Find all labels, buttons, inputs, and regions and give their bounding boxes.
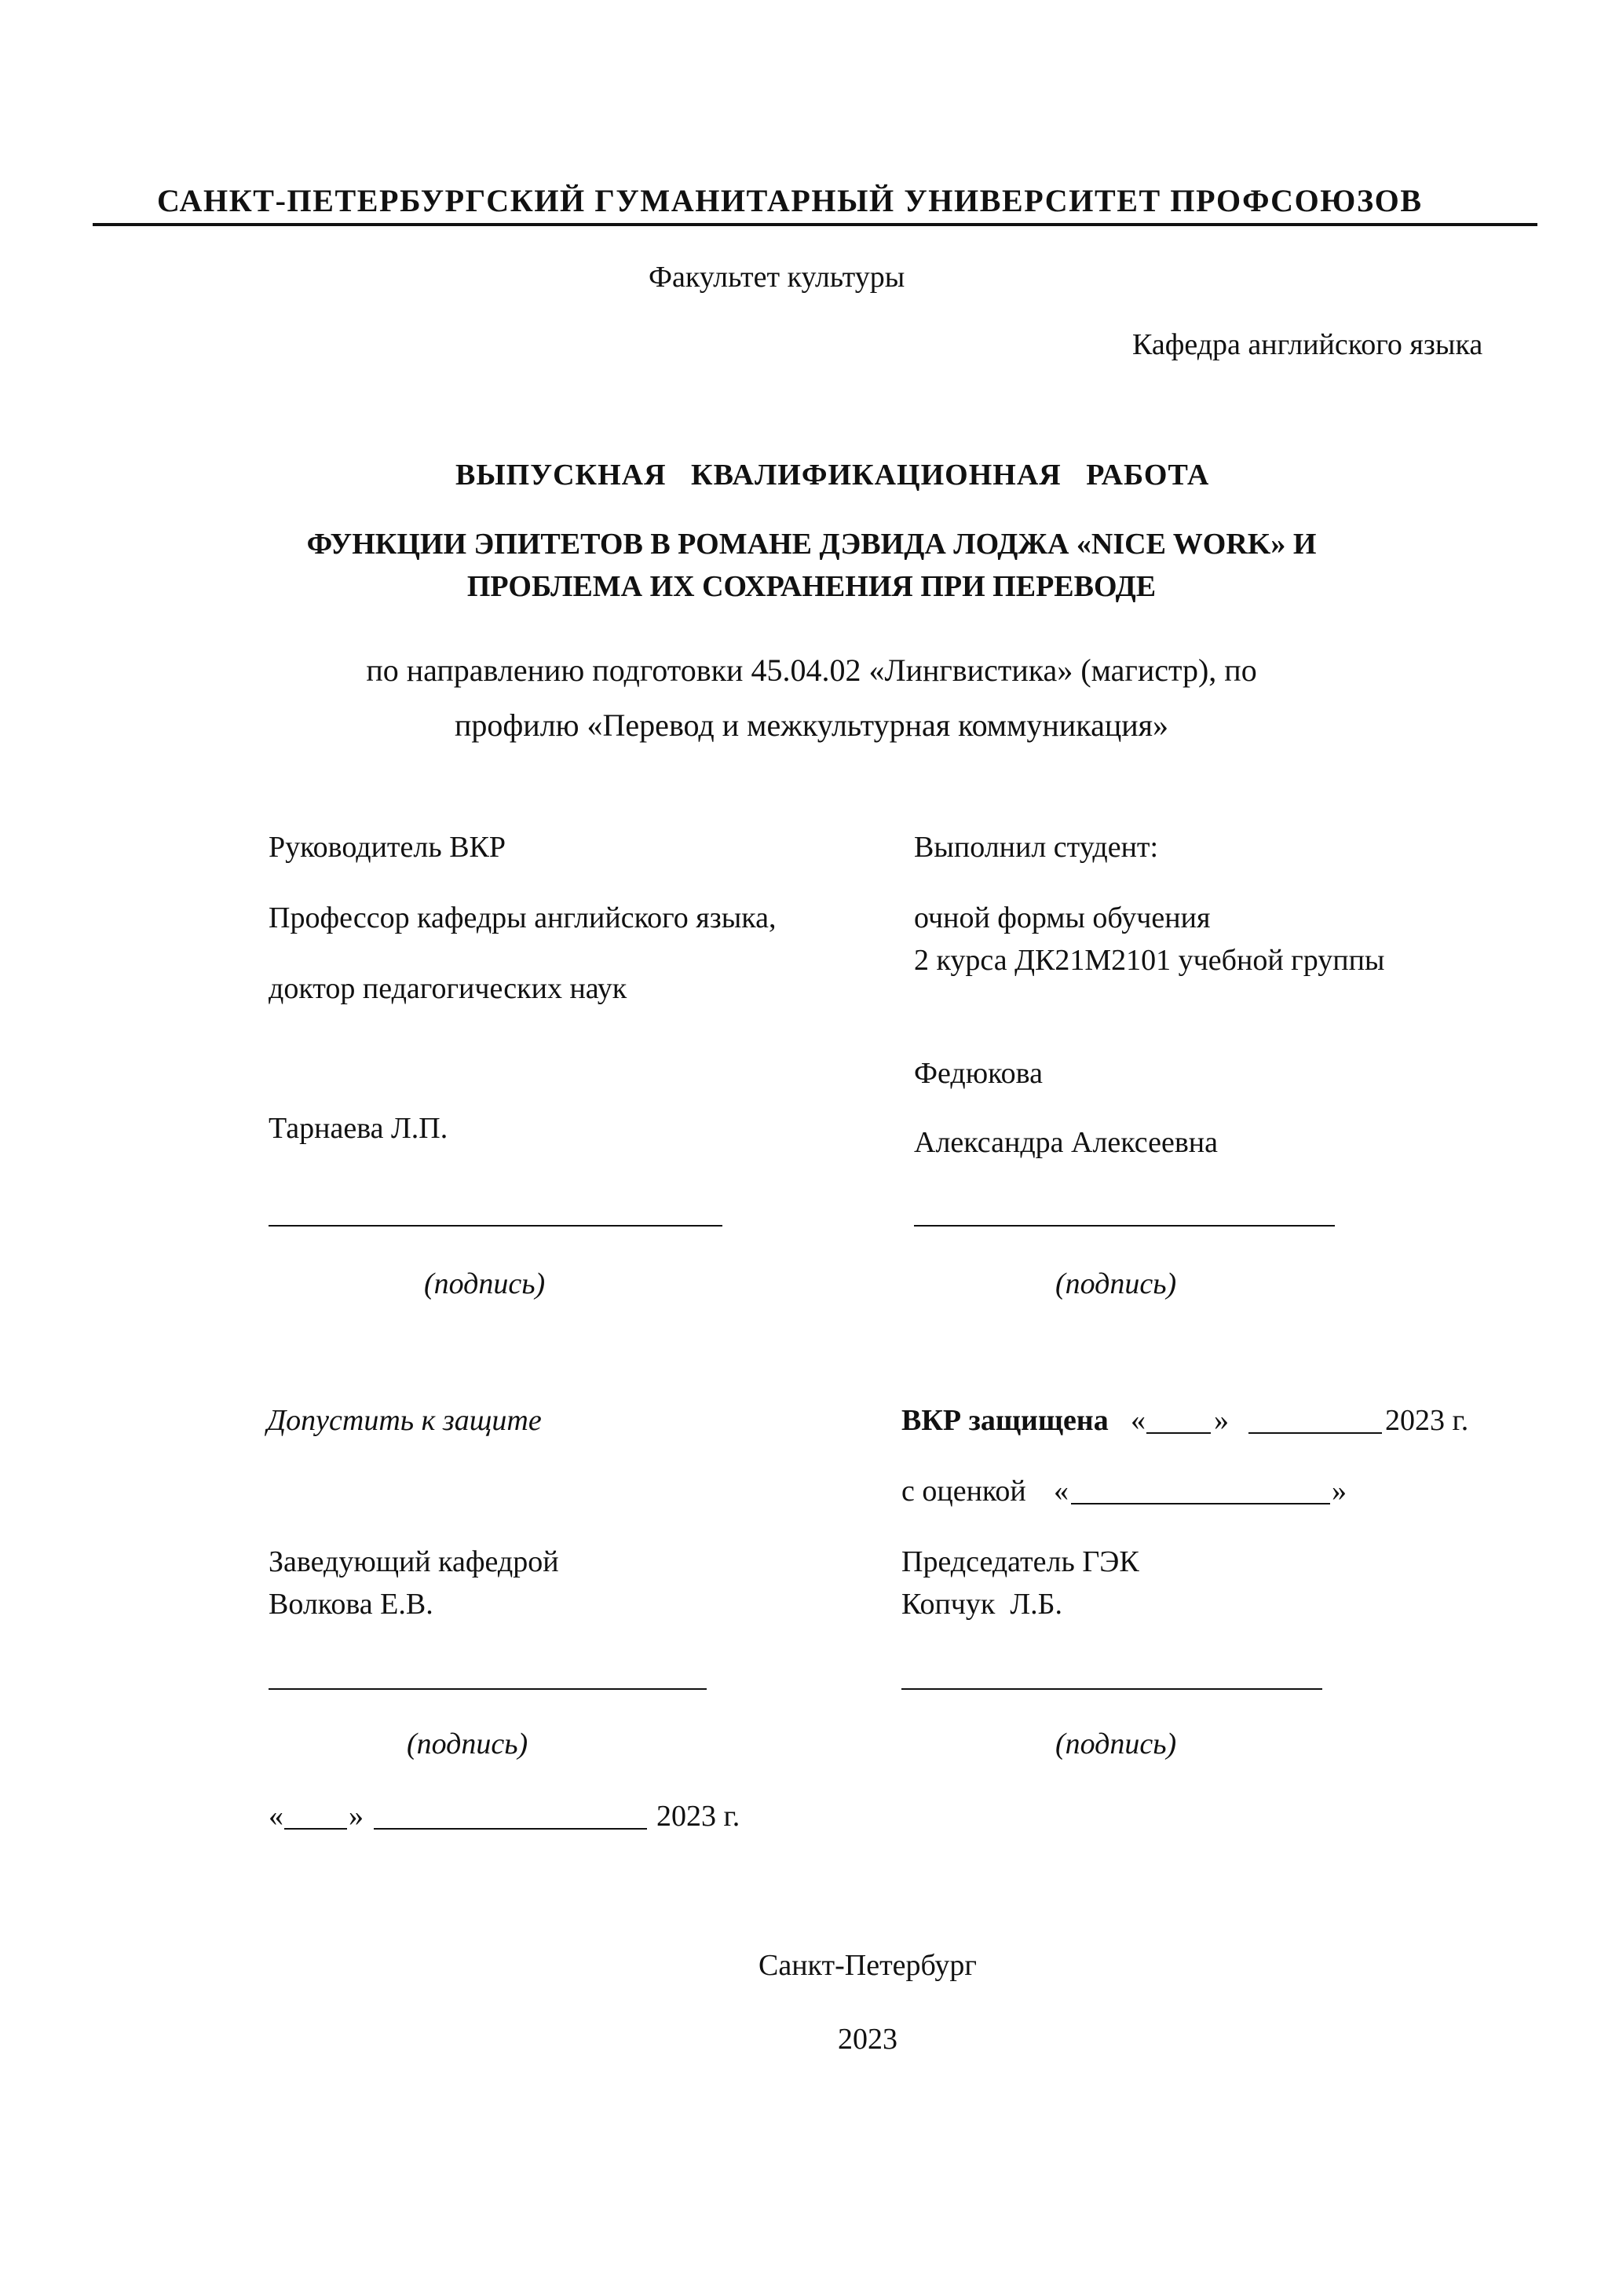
student-surname: Федюкова bbox=[914, 1057, 1043, 1090]
student-study-form: очной формы обучения bbox=[914, 901, 1211, 934]
supervisor-signature-caption: (подпись) bbox=[424, 1267, 546, 1300]
faculty-name: Факультет культуры bbox=[649, 261, 905, 294]
defense-grade-label: с оценкой bbox=[901, 1475, 1026, 1508]
admission-label: Допустить к защите bbox=[267, 1404, 542, 1437]
admission-date-year: 2023 г. bbox=[656, 1800, 740, 1833]
thesis-topic-line2: ПРОБЛЕМА ИХ СОХРАНЕНИЯ ПРИ ПЕРЕВОДЕ bbox=[466, 570, 1157, 603]
commission-chair-signature-line bbox=[901, 1688, 1322, 1690]
defense-date-day-blank bbox=[1146, 1432, 1211, 1434]
defense-date-month-blank bbox=[1248, 1432, 1382, 1434]
thesis-topic-line1: ФУНКЦИИ ЭПИТЕТОВ В РОМАНЕ ДЭВИДА ЛОДЖА «NICE WORK» И bbox=[306, 528, 1317, 561]
commission-chair-signature-caption: (подпись) bbox=[1055, 1727, 1177, 1760]
defense-label: ВКР защищена bbox=[901, 1404, 1109, 1437]
defense-date-close-quote: » bbox=[1214, 1404, 1229, 1437]
admission-date-open-quote: « bbox=[269, 1800, 283, 1833]
supervisor-degree: доктор педагогических наук bbox=[269, 972, 627, 1005]
admission-date-close-quote: » bbox=[349, 1800, 364, 1833]
department-head-name: Волкова Е.В. bbox=[269, 1588, 433, 1621]
supervisor-position: Профессор кафедры английского языка, bbox=[269, 901, 777, 934]
study-direction-line1: по направлению подготовки 45.04.02 «Лингвистика» (магистр), по bbox=[366, 653, 1257, 688]
supervisor-heading: Руководитель ВКР bbox=[269, 831, 506, 864]
student-given-names: Александра Алексеевна bbox=[914, 1126, 1219, 1159]
footer-year: 2023 bbox=[838, 2023, 897, 2056]
department-head-title: Заведующий кафедрой bbox=[269, 1545, 559, 1578]
commission-chair-title: Председатель ГЭК bbox=[901, 1545, 1139, 1578]
defense-grade-close-quote: » bbox=[1332, 1475, 1347, 1508]
header-divider bbox=[93, 223, 1537, 226]
defense-date-open-quote: « bbox=[1131, 1404, 1146, 1437]
commission-chair-name: Копчук Л.Б. bbox=[901, 1588, 1062, 1621]
supervisor-name: Тарнаева Л.П. bbox=[269, 1112, 448, 1145]
supervisor-signature-line bbox=[269, 1225, 722, 1227]
study-direction-line2: профилю «Перевод и межкультурная коммуникация» bbox=[454, 707, 1169, 743]
admission-date-month-blank bbox=[374, 1828, 647, 1830]
department-name: Кафедра английского языка bbox=[1132, 328, 1483, 361]
student-heading: Выполнил студент: bbox=[914, 831, 1159, 864]
defense-grade-open-quote: « bbox=[1054, 1475, 1069, 1508]
student-signature-caption: (подпись) bbox=[1055, 1267, 1177, 1300]
department-head-signature-line bbox=[269, 1688, 707, 1690]
student-group: 2 курса ДК21М2101 учебной группы bbox=[914, 944, 1385, 977]
footer-city: Санкт-Петербург bbox=[758, 1949, 978, 1982]
defense-grade-blank bbox=[1071, 1503, 1330, 1504]
admission-date-day-blank bbox=[284, 1828, 347, 1830]
university-name: САНКТ-ПЕТЕРБУРГСКИЙ ГУМАНИТАРНЫЙ УНИВЕРСИТЕТ ПРОФСОЮЗОВ bbox=[157, 183, 1423, 218]
defense-date-year: 2023 г. bbox=[1385, 1404, 1469, 1437]
department-head-signature-caption: (подпись) bbox=[407, 1727, 528, 1760]
work-type-heading: ВЫПУСКНАЯ КВАЛИФИКАЦИОННАЯ РАБОТА bbox=[455, 459, 1210, 492]
student-signature-line bbox=[914, 1225, 1335, 1227]
